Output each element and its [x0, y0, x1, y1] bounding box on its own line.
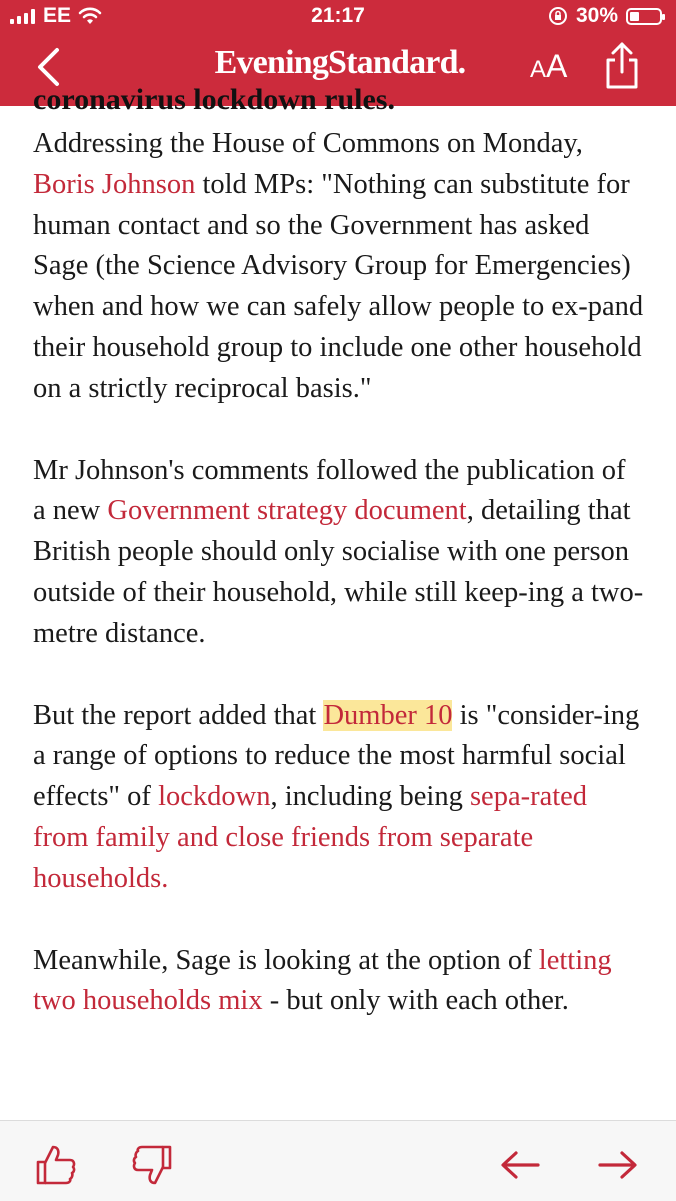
paragraph-text: Addressing the House of Commons on Monday, — [33, 128, 583, 159]
paragraph-3 — [33, 696, 645, 900]
thumbs-down-icon[interactable] — [130, 1143, 174, 1187]
clipped-heading-text: coronavirus lockdown rules. — [33, 83, 395, 116]
status-time: 21:17 — [311, 4, 365, 27]
paragraph-text: Meanwhile, Sage is looking at the option of — [33, 944, 539, 976]
paragraph-text: But the report added that — [33, 699, 324, 731]
text-size-small-a: A — [530, 56, 547, 83]
paragraph-text: is "consider-ing a range of options to reduce the most harmful social effects" of — [33, 699, 640, 813]
paragraph-text: , detailing that British people should only socialise with one person outside of their household, while still keep-ing a two-metre distance. — [33, 495, 644, 649]
link-dumber-10-highlighted[interactable]: Dumber 10 — [323, 699, 453, 731]
status-right — [548, 4, 662, 28]
status-bar — [0, 0, 676, 34]
paragraph-1 — [33, 124, 645, 410]
text-size-big-a: A — [546, 48, 568, 84]
battery-icon — [626, 8, 662, 25]
arrow-right-icon[interactable] — [596, 1143, 640, 1187]
paragraph-text: - but only with each other. — [262, 985, 569, 1017]
paragraph-text: told MPs: "Nothing can substitute for human contact and so the Government has asked Sage (the Science Advisory Group for Emergencies) when and how we can safely allow people to ex-pand their household group to include one other household on a strictly reciprocal basis." — [33, 168, 644, 404]
paragraph-text: Mr Johnson's comments followed the publication of a new — [33, 454, 626, 527]
paragraph-2 — [33, 451, 645, 655]
link-letting-two-households-mix[interactable]: letting two households mix — [33, 944, 612, 1017]
bottom-toolbar — [0, 1120, 676, 1201]
battery-percent: 30% — [575, 4, 618, 27]
carrier-label: EE — [43, 4, 72, 27]
brand-logo: EveningStandard. — [214, 44, 466, 81]
rotation-lock-icon — [548, 6, 568, 26]
link-government-strategy-document[interactable]: Government strategy document — [107, 495, 467, 527]
article-body — [33, 83, 645, 1116]
thumbs-up-icon[interactable] — [34, 1143, 78, 1187]
paragraph-text: , including being — [270, 781, 470, 813]
link-lockdown[interactable]: lockdown — [158, 781, 271, 813]
link-boris-johnson[interactable]: Boris Johnson — [33, 168, 196, 200]
arrow-left-icon[interactable] — [498, 1143, 542, 1187]
paragraph-4 — [33, 941, 645, 1023]
link-separated-from-family[interactable]: sepa-rated from family and close friends from separate households. — [33, 781, 588, 894]
